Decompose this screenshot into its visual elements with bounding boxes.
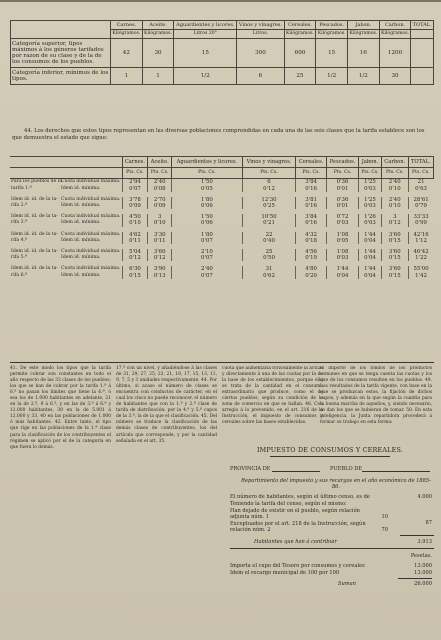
unit-cell: Pts. Cs. xyxy=(408,168,433,179)
pesetas-header: Pesetas. xyxy=(410,553,432,559)
value-cell: 0'06 xyxy=(172,203,243,209)
value-cell: 0'03 xyxy=(359,186,382,192)
spacer-row xyxy=(10,279,434,284)
value-cell: 31 xyxy=(242,266,295,272)
value-cell: 2'40 xyxy=(148,179,172,186)
value-cell: 3'60 xyxy=(381,266,408,272)
value-cell: 0'62 xyxy=(242,273,295,279)
cuotas-body xyxy=(10,179,434,284)
row-group-label: rifa 4.ª xyxy=(11,237,28,243)
value-cell: 3'81 xyxy=(296,197,327,203)
value-cell: 0'25 xyxy=(242,203,295,209)
value-cell: 0'79 xyxy=(408,203,433,209)
item-tarifa: Teniendo la tarifa del censo, según el mismo: xyxy=(230,501,347,507)
value-cell: 2'40 xyxy=(172,266,243,272)
unit-cell: Kilógramos. xyxy=(142,30,174,39)
value-cell: 6 xyxy=(242,179,295,186)
unit-cell: Kilógramos. xyxy=(348,30,380,39)
value-cell: 15 xyxy=(174,39,237,68)
value-cell: 25 xyxy=(242,249,295,255)
section-rule xyxy=(230,548,434,549)
value-cell: 0'21 xyxy=(242,220,295,226)
row-group-label: Idem id. id. de la ta- xyxy=(11,196,58,202)
header-cell: Aguardientes y licores. xyxy=(174,21,237,30)
pueblo-blank xyxy=(362,471,430,472)
row-sub-label: Cuota individual máxima. xyxy=(61,214,121,220)
value-cell: 3'90 xyxy=(148,266,172,272)
value-cell: 3'60 xyxy=(148,249,172,255)
row-group-label: Idem id. id. de la ta- xyxy=(11,266,58,272)
value-cell: 0'15 xyxy=(381,255,408,261)
header-cell: Cereales. xyxy=(284,21,316,30)
header-cell: TOTAL. xyxy=(408,157,433,168)
suman-value: 26.000 xyxy=(414,581,432,587)
habitantes-label: Habitantes que han á contribuir xyxy=(254,539,337,545)
table-row xyxy=(10,179,434,186)
value-cell: 2'94 xyxy=(122,179,148,186)
item-existir-total: 87 xyxy=(425,520,432,526)
row-label xyxy=(10,179,122,186)
tipos-header-row xyxy=(11,21,434,30)
repartimiento-subtitle: Repartimiento del impuesto y sus recargos en el año económico de 1885-86. xyxy=(241,478,431,490)
suman-label: Suman xyxy=(338,581,356,587)
text-column-3: cuota que aumentaría forzosamente la actual y directamente á una de las cuotas por la de la base de los establecimientos, porque ello se trata de la cantidad en el consumo extraordinario que produce, como el de ciertos pueblos, según su condición de la zona de comercio en que se hallan. 48. Con arreglo á lo prevenido, en el art. 216 de la Instrucción, el impuesto de consumos y cereales sobre las bases establecidas. xyxy=(222,366,323,426)
value-cell: 33'33 xyxy=(408,214,433,220)
value-cell: 300 xyxy=(237,39,284,68)
unit-cell: Pts. Cs. xyxy=(359,168,382,179)
unit-cell: Litros 20° xyxy=(174,30,237,39)
row-sub-label: Cuota individual máxima. xyxy=(61,179,121,185)
pueblo-label: PUEBLO DE xyxy=(330,466,363,472)
value-cell: 0'12 xyxy=(122,255,148,261)
row-sub-label: Idem id. mínima. xyxy=(61,203,101,209)
value-cell: 0'09 xyxy=(122,203,148,209)
units-corner-cell xyxy=(10,168,122,179)
value-cell: 0'72 xyxy=(327,214,359,220)
row-sub-label: Cuota individual máxima. xyxy=(61,231,121,237)
row-label: Categoría superior, tipos máximos á los géneros tarifados por razon de su clase y de la de los consumos de los pueblos. xyxy=(11,39,111,68)
value-cell: 3 xyxy=(148,214,172,220)
header-cell: Aceite. xyxy=(142,21,174,30)
header-cell: Aceite. xyxy=(148,157,172,168)
value-cell: 0'05 xyxy=(327,238,359,244)
habitantes-value: 3.913 xyxy=(417,539,432,545)
cuotas-units-row xyxy=(10,168,434,179)
row-group-label: rifa 3.ª xyxy=(11,220,28,226)
cuotas-corner-cell xyxy=(10,157,122,168)
value-cell: 1'44 xyxy=(359,232,382,238)
value-cell: 0'16 xyxy=(296,186,327,192)
value-cell: 0'99 xyxy=(408,220,433,226)
value-cell: 28'61 xyxy=(408,197,433,203)
value-cell: 0'12 xyxy=(242,186,295,192)
value-cell: 600 xyxy=(284,39,316,68)
value-cell: 1'08 xyxy=(327,232,359,238)
value-cell: 5'04 xyxy=(122,249,148,255)
value-cell: 1'25 xyxy=(359,197,382,203)
value-cell: 1200 xyxy=(379,39,411,68)
table-row xyxy=(11,68,434,85)
value-cell: 0'04 xyxy=(359,238,382,244)
row-group-label: Idem id. id. de la ta- xyxy=(11,249,58,255)
value-cell: 0'11 xyxy=(148,238,172,244)
item-habitantes-value: 4.000 xyxy=(417,494,432,500)
recargo-label: Idem el recargo municipal de 100 por 100 xyxy=(230,570,340,576)
value-cell: 21 xyxy=(408,179,433,186)
value-cell: 0'03 xyxy=(327,255,359,261)
tipos-corner-cell xyxy=(11,21,111,39)
value-cell: 0'19 xyxy=(296,255,327,261)
item-habitantes: El número de habitantes, según el último censo, es de xyxy=(230,494,370,500)
tipos-table xyxy=(10,20,434,85)
value-cell: 2'40 xyxy=(381,179,408,186)
value-cell: 0'10 xyxy=(122,220,148,226)
value-cell: 0'07 xyxy=(172,238,243,244)
value-cell: 0'18 xyxy=(296,238,327,244)
provincia-blank xyxy=(272,471,320,472)
row-group-label: Idem id. id. de la ta- xyxy=(11,231,58,237)
cuotas-header-row xyxy=(10,157,434,168)
header-cell: Cereales. xyxy=(296,157,327,168)
provincia-label: PROVINCIA DE xyxy=(230,466,271,472)
row-group-label: tarifa 1.ª xyxy=(11,185,32,191)
title-rule xyxy=(270,456,390,457)
value-cell: 0'07 xyxy=(172,255,243,261)
value-cell: 3'30 xyxy=(148,232,172,238)
value-cell: 55'00 xyxy=(408,266,433,272)
header-cell: Carnes. xyxy=(122,157,148,168)
value-cell: 0'12 xyxy=(381,220,408,226)
value-cell: 16 xyxy=(348,39,380,68)
value-cell: 2'10 xyxy=(172,249,243,255)
value-cell: 0'08 xyxy=(148,186,172,192)
unit-cell: Litros. xyxy=(237,30,284,39)
unit-cell: Pts. Cs. xyxy=(148,168,172,179)
value-cell: 1'26 xyxy=(359,214,382,220)
value-cell: 3 xyxy=(381,214,408,220)
value-cell: 0'04 xyxy=(327,273,359,279)
value-cell: 42 xyxy=(111,39,143,68)
value-cell: 0'10 xyxy=(381,186,408,192)
row-group-label: rifa 6.ª xyxy=(11,272,28,278)
value-cell: 0'16 xyxy=(296,203,327,209)
value-cell: 46'42 xyxy=(408,249,433,255)
value-cell: 1'44 xyxy=(359,266,382,272)
value-cell: 4'50 xyxy=(122,214,148,220)
value-cell: 1'22 xyxy=(408,255,433,261)
value-cell: 0'09 xyxy=(148,203,172,209)
header-cell: Carbon. xyxy=(379,21,411,30)
value-cell: 0'36 xyxy=(327,179,359,186)
impuesto-title: IMPUESTO DE CONSUMOS Y CEREALES. xyxy=(256,446,404,454)
unit-cell: Pts. Cs. xyxy=(242,168,295,179)
item-exceptuados-value: 70 xyxy=(381,527,388,533)
value-cell: 0'07 xyxy=(122,186,148,192)
value-cell: 12'30 xyxy=(242,197,295,203)
text-column-1: 41. De este modo los tipos que la tarifa permite cobrar son constantes en todo el año respecto de las 33 clases de los pueblos; los que se han de cobrar por la tarifa 1.ª á 6.ª no pasan los límites que tiene la 6.ª, ó sea los de 1.000 habitantes en adelante, 21 en la de 2.ª, 9 á 6.ª, y en las de 3.ª á 6.ª y 12.000 habitantes, 30 en la de 5.001 á 12.000 y 33, 40 en las poblaciones de 1.000 ó más habitantes. 42. Entre tanto, el tipo que rige en las poblaciones de la 1.ª clase para la clasificación de los contribuyentes el régimen se aplicó por el de la categoría en que fuera lo demás. xyxy=(10,366,111,450)
value-cell: 0'10 xyxy=(381,203,408,209)
value-cell: 6'30 xyxy=(122,266,148,272)
value-cell: 0'50 xyxy=(242,255,295,261)
header-cell: Pescados. xyxy=(316,21,348,30)
header-cell: TOTAL. xyxy=(412,22,432,28)
row-sub-label: Cuota individual máxima. xyxy=(61,249,121,255)
page-top-edge xyxy=(0,0,441,2)
value-cell: 0'04 xyxy=(359,273,382,279)
value-cell: 6 xyxy=(237,68,284,85)
paragraph-44: 44. Los derechos que estos tipos representan en las diversas poblaciones comprendidas en cada una de las seis clases que la tarifa establece son los que demuestra el estado que sigue: xyxy=(12,128,425,141)
value-cell: 0'36 xyxy=(327,197,359,203)
unit-cell: Pts. Cs. xyxy=(296,168,327,179)
suman-rule xyxy=(398,578,432,579)
item-exceptuados: Exceptuados por el art. 218 de la Instrucción, según relación núm. 2 xyxy=(230,521,366,533)
unit-cell: Kilógramos. xyxy=(379,30,411,39)
header-cell: Aguardientes y licores. xyxy=(172,157,243,168)
value-cell: 0'03 xyxy=(327,220,359,226)
unit-cell: Kilógramos. xyxy=(111,30,143,39)
unit-cell: Pts. Cs. xyxy=(381,168,408,179)
value-cell: 3'84 xyxy=(296,214,327,220)
value-cell xyxy=(411,39,434,68)
value-cell: 42'16 xyxy=(408,232,433,238)
value-cell: 1'44 xyxy=(327,266,359,272)
value-cell: 0'05 xyxy=(172,186,243,192)
value-cell: 10'50 xyxy=(242,214,295,220)
value-cell: 0'03 xyxy=(359,220,382,226)
value-cell: 4'32 xyxy=(296,232,327,238)
value-cell: 15 xyxy=(316,39,348,68)
value-cell: 1/2 xyxy=(348,68,380,85)
value-cell: 22 xyxy=(242,232,295,238)
value-cell: 0'15 xyxy=(122,273,148,279)
value-cell: 2'70 xyxy=(148,197,172,203)
value-cell: 0'04 xyxy=(359,255,382,261)
row-sub-label: Idem id. mínima. xyxy=(61,272,101,278)
header-cell: Vinos y vinagres. xyxy=(242,157,295,168)
row-group-label: Idem id. id. de la ta- xyxy=(11,214,58,220)
value-cell: 1'25 xyxy=(359,179,382,186)
value-cell: 0'10 xyxy=(148,220,172,226)
header-cell: Jabon. xyxy=(359,157,382,168)
item-existir: Han dejado de existir en el pueblo, según relación adjunta núm. 1 xyxy=(230,508,360,520)
row-group-label: rifa 2.ª xyxy=(11,203,28,209)
value-cell: 0'15 xyxy=(381,273,408,279)
value-cell: 3'60 xyxy=(381,232,408,238)
value-cell: 1'80 xyxy=(172,197,243,203)
header-cell: Jabon. xyxy=(348,21,380,30)
row-sub-label: Cuota individual máxima. xyxy=(61,266,121,272)
value-cell: 0'12 xyxy=(148,255,172,261)
value-cell: 3'84 xyxy=(296,179,327,186)
unit-cell: Pts. Cs. xyxy=(122,168,148,179)
unit-cell xyxy=(411,30,434,39)
unit-cell: Kilógramos. xyxy=(316,30,348,39)
row-group-label: Para los pueblos de la xyxy=(11,179,63,185)
value-cell: 4'80 xyxy=(296,266,327,272)
value-cell: 1'50 xyxy=(172,214,243,220)
value-cell: 1'42 xyxy=(408,273,433,279)
value-cell xyxy=(411,68,434,85)
header-cell: Pescados. xyxy=(327,157,359,168)
value-cell: 0'01 xyxy=(327,203,359,209)
text-column-2: 17.ª con un nivel, y añadiéndose á las clases de 31, 29, 27, 25, 23, 21, 19, 17, 15, 13, 11, 9, 7, 5 y 3 unidades respectivamente. 44. Por último, si acaso el número de clases se encuentra con conductos de carácter, en el cual los cinco no puede reconocer, el número de habitantes que con la 1.ª y 2.ª clase de tarifa de distribución: por la 4.ª y 5.ª cupos de la 3.ª, la de la que el clasificación. 45. Del número se traduce la clasificación de las demás clases de contribuyentes, los del artículo que corresponde, y por la cantidad señalada en el art. 35. xyxy=(116,366,217,444)
value-cell: 1 xyxy=(142,68,174,85)
value-cell: 3'60 xyxy=(381,249,408,255)
value-cell: 1'50 xyxy=(172,179,243,186)
value-cell: 0'13 xyxy=(148,273,172,279)
header-cell: Carbon. xyxy=(381,157,408,168)
row-sub-label: Idem id. mínima. xyxy=(61,255,101,261)
value-cell: 1'08 xyxy=(327,249,359,255)
spacer-cell xyxy=(10,279,434,284)
value-cell: 1'12 xyxy=(408,238,433,244)
value-cell: 4'62 xyxy=(122,232,148,238)
header-cell: Carnes. xyxy=(111,21,143,30)
value-cell: 30 xyxy=(379,68,411,85)
value-cell: 3'78 xyxy=(122,197,148,203)
unit-cell: Pts. Cs. xyxy=(172,168,243,179)
value-cell: 1/2 xyxy=(316,68,348,85)
value-cell: 1'80 xyxy=(172,232,243,238)
value-cell: 0'16 xyxy=(296,220,327,226)
value-cell: 30 xyxy=(142,39,174,68)
value-cell: 0'15 xyxy=(381,238,408,244)
value-cell: 0'63 xyxy=(408,186,433,192)
value-cell: 4'56 xyxy=(296,249,327,255)
cuotas-table xyxy=(10,156,434,284)
row-group-label: rifa 5.ª xyxy=(11,255,28,261)
unit-cell: Pts. Cs. xyxy=(327,168,359,179)
row-sub-label: Cuota individual máxima. xyxy=(61,196,121,202)
value-cell: 0'06 xyxy=(172,220,243,226)
text-column-4: el importe de los fondos de los productos comunes en que se tenga cuenta las cuotas y los que de los consumos resulten en los pueblos. 49. Los resultados de la tarifa vigente, con base en la que se produzcan estos, la fijación de dichos cupos, y además en la que según la cuantía para la buena marcha de aquellos, y, siendo necesario, se dan los que se hubieran de tomar. 50. En esta inteligencia, la Junta repartidora procederá á formar su trabajo en esta forma: xyxy=(320,366,432,426)
value-cell: 1 xyxy=(111,68,143,85)
recargo-value: 13.000 xyxy=(414,570,432,576)
cupo-value: 13.000 xyxy=(414,563,432,569)
value-cell: 0'20 xyxy=(296,273,327,279)
value-cell: 0'03 xyxy=(359,203,382,209)
value-cell: 1'44 xyxy=(359,249,382,255)
value-cell: 0'11 xyxy=(122,238,148,244)
unit-cell: Kilógramos. xyxy=(284,30,316,39)
header-cell: Vinos y vinagres. xyxy=(237,21,284,30)
row-sub-label: Idem id. mínima. xyxy=(61,185,101,191)
table-row xyxy=(11,39,434,68)
cupo-label: Importa el cupo del Tesoro por consumos y cereales xyxy=(230,563,365,569)
item-existir-value: 10 xyxy=(381,514,388,520)
table-bottom-rule xyxy=(10,362,434,363)
value-cell: 0'07 xyxy=(172,273,243,279)
row-sub-label: Idem id. mínima. xyxy=(61,237,101,243)
value-cell: 25 xyxy=(284,68,316,85)
value-cell: 2'40 xyxy=(381,197,408,203)
row-label: Categoría inferior, mínimos de los tipos. xyxy=(11,68,111,85)
sum-rule xyxy=(400,535,434,536)
value-cell: 0'40 xyxy=(242,238,295,244)
row-sub-label: Idem id. mínima. xyxy=(61,220,101,226)
value-cell: 0'01 xyxy=(327,186,359,192)
value-cell: 1/2 xyxy=(174,68,237,85)
